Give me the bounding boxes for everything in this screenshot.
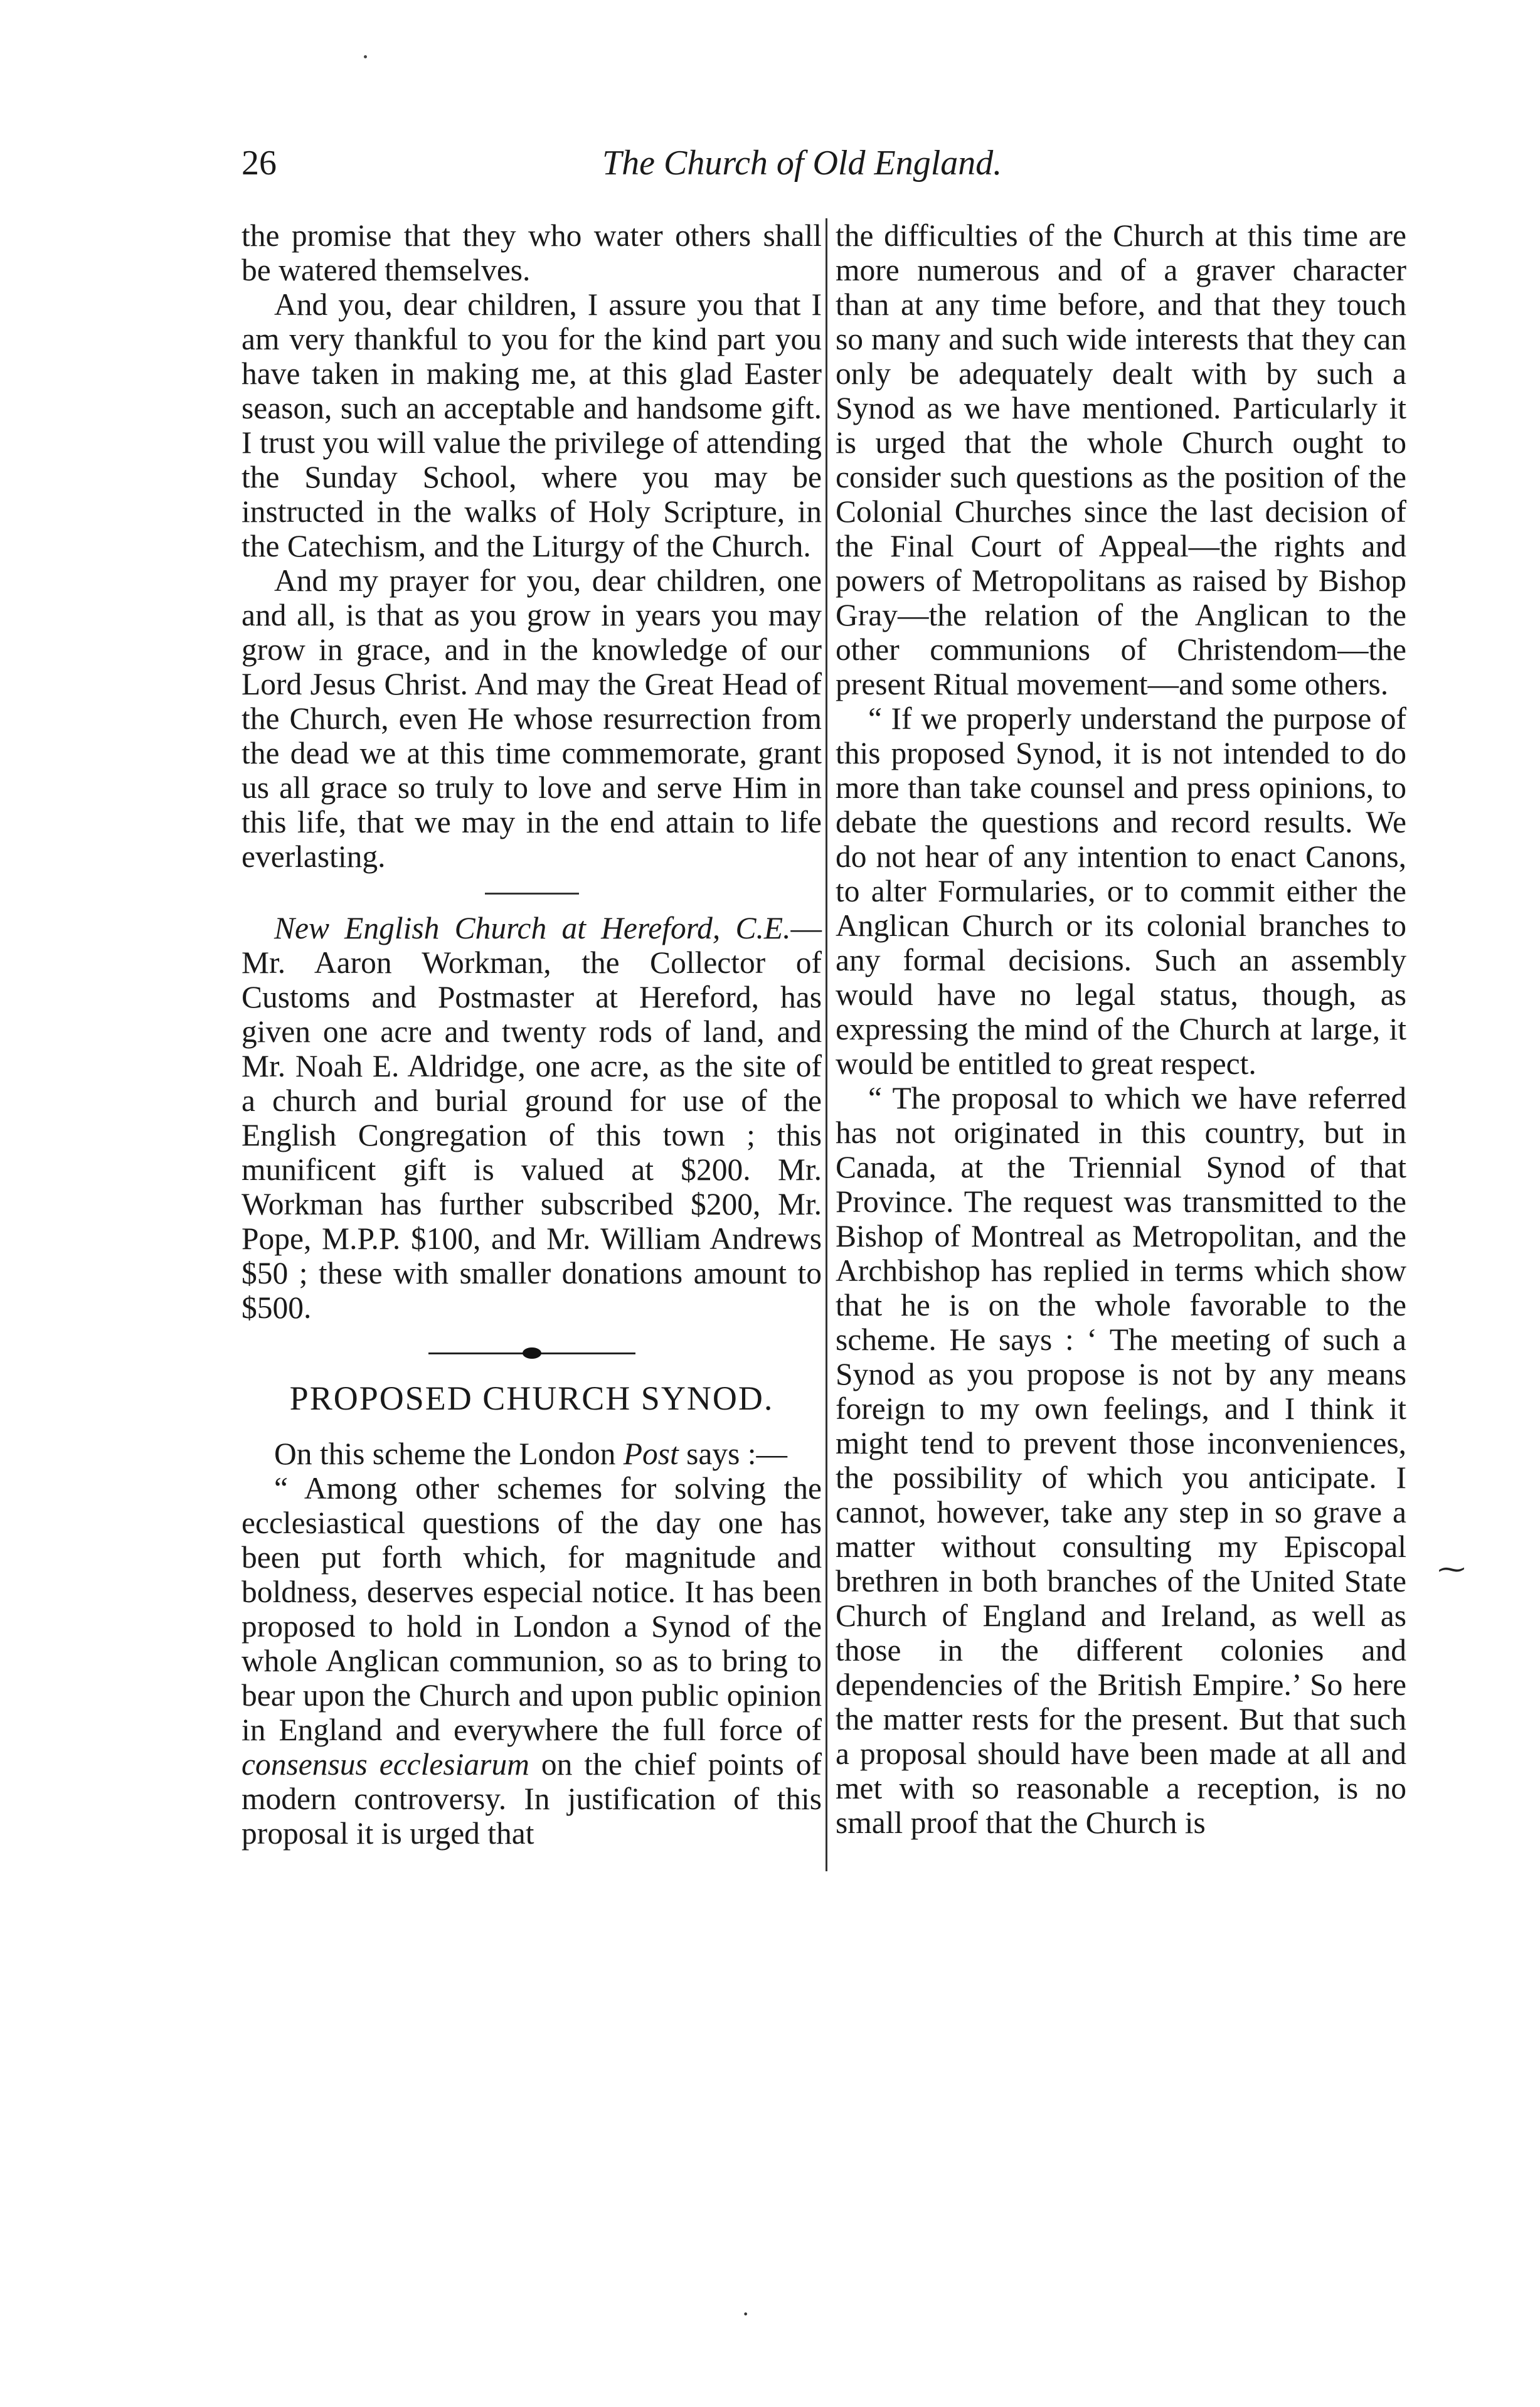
margin-mark: ⁓ — [1438, 1554, 1465, 1585]
divider-dot — [523, 1347, 541, 1359]
news-item — [242, 911, 822, 1325]
intro-text-tail: says :— — [678, 1437, 788, 1471]
print-speck — [364, 55, 367, 58]
quote-text-tail: on the chief points of modern controversy. In justification of this proposal it is urged that — [242, 1747, 822, 1851]
print-speck: · — [741, 2300, 750, 2328]
left-column — [242, 218, 822, 1851]
news-item-body: —Mr. Aaron Workman, the Collector of Customs and Postmaster at Hereford, has given one acre and twenty rods of land, and Mr. Noah E. Aldridge, one acre, as the site of a church and burial ground for use of the English Congregation of this town ; this munificent gift is valued at $200. Mr. Workman has further subscribed $200, Mr. Pope, M.P.P. $100, and Mr. William Andrews $50 ; these with smaller donations amount to $500. — [242, 911, 822, 1325]
latin-phrase: consensus ecclesiarum — [242, 1747, 529, 1782]
quote-text: “ Among other schemes for solving the ecclesiastical questions of the day one has been put forth which, for magnitude and boldness, deserves especial notice. It has been proposed to hold in London a Synod of the whole Anglican communion, so as to bring to bear upon the Church and upon public opinion in England and everywhere the full force of — [242, 1471, 822, 1747]
paragraph: And my prayer for you, dear children, one and all, is that as you grow in years you may grow in grace, and in the knowledge of our Lord Jesus Christ. And may the Great Head of the Church, even He whose resurrection from the dead we at this time commemorate, grant us all grace so truly to love and serve Him in this life, that we may in the end attain to life everlasting. — [242, 563, 822, 874]
paragraph: “ The proposal to which we have referred has not originated in this country, but in Canada, at the Triennial Synod of that Province. The request was transmitted to the Bishop of Montreal as Metropolitan, and the Archbishop has replied in terms which show that he is on the whole favorable to the scheme. He says : ‘ The meeting of such a Synod as you propose is not by any means foreign to my own feelings, and I think it might tend to prevent those inconveniences, the possibility of which you anticipate. I cannot, however, take any step in so grave a matter without consulting my Episcopal brethren in both branches of the United State Church of England and Ireland, as well as those in the different colonies and dependencies of the British Empire.’ So here the matter rests for the present. But that such a proposal should have been made at all and met with so reasonable a reception, is no small proof that the Church is — [836, 1081, 1406, 1840]
section-heading: PROPOSED CHURCH SYNOD. — [289, 1379, 774, 1417]
separator-rule — [485, 893, 579, 895]
source-name: Post — [623, 1437, 679, 1471]
running-title: The Church of Old England. — [602, 144, 1002, 183]
right-column — [836, 218, 1406, 1840]
paragraph: the promise that they who water others shall be watered themselves. — [242, 218, 822, 287]
news-item-title: New English Church at Hereford, C.E. — [274, 911, 791, 945]
section-intro — [242, 1437, 822, 1471]
paragraph: And you, dear children, I assure you that I am very thankful to you for the kind part you have taken in making me, at this glad Easter season, such an acceptable and handsome gift. I trust you will value the privilege of attending the Sunday School, where you may be instructed in the walks of Holy Scripture, in the Catechism, and the Liturgy of the Church. — [242, 287, 822, 563]
ornamental-divider — [428, 1346, 635, 1360]
paragraph: “ If we properly understand the purpose of this proposed Synod, it is not intended to do more than take counsel and press opinions, to debate the questions and record results. We do not hear of any intention to enact Canons, to alter Formularies, or to commit either the Anglican Church or its colonial branches to any formal decisions. Such an assembly would have no legal status, though, as expressing the mind of the Church at large, it would be entitled to great respect. — [836, 701, 1406, 1081]
column-rule — [826, 218, 827, 1871]
intro-text: On this scheme the London — [274, 1437, 624, 1471]
paragraph: the difficulties of the Church at this time are more numerous and of a graver character than at any time before, and that they touch so many and such wide interests that they can only be adequately dealt with by such a Synod as we have mentioned. Particularly it is urged that the whole Church ought to consider such questions as the position of the Colonial Churches since the last decision of the Final Court of Appeal—the rights and powers of Metropolitans as raised by Bishop Gray—the relation of the Anglican to the other communions of Christendom—the present Ritual movement—and some others. — [836, 218, 1406, 701]
quotation-paragraph — [242, 1471, 822, 1851]
page-number: 26 — [242, 144, 277, 183]
